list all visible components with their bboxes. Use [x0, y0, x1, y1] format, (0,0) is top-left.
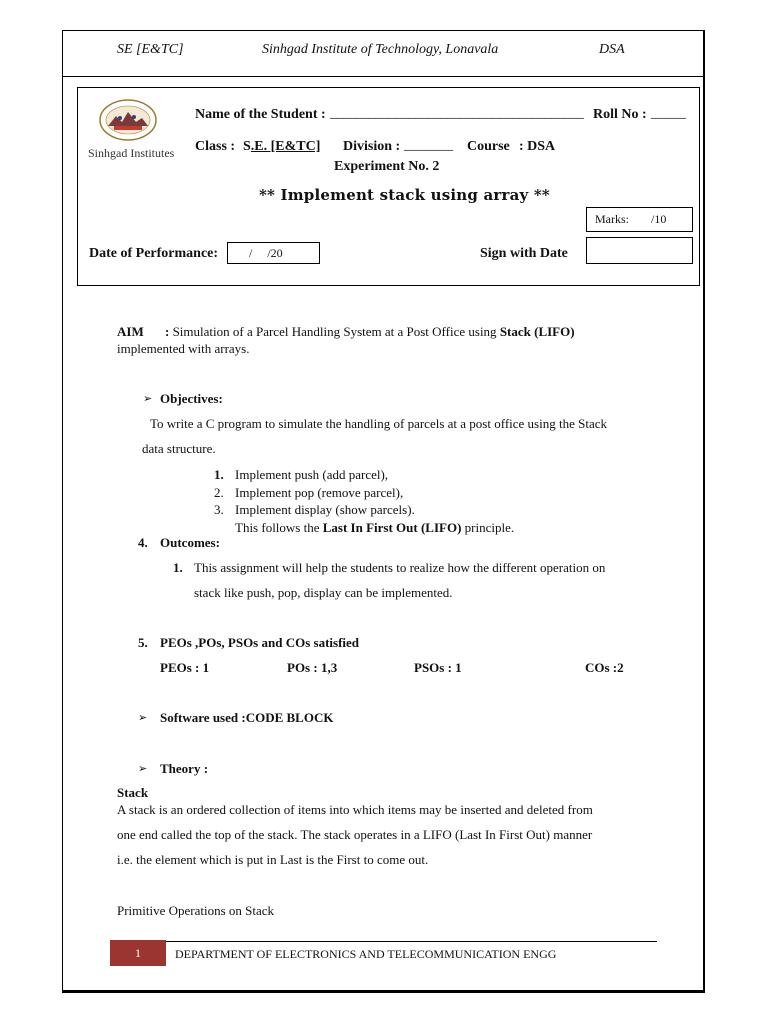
marks-label: Marks:	[595, 212, 629, 226]
class-prefix: S	[243, 139, 251, 154]
division-field[interactable]: _______	[404, 138, 453, 153]
objectives-list	[214, 466, 514, 536]
name-field[interactable]: _______________________________________	[330, 106, 584, 121]
lifo-note: This follows the Last In First Out (LIFO) principle.	[235, 519, 515, 535]
outcome-text-1: This assignment will help the students to realize how the different operation on	[194, 560, 606, 575]
aim-text: Simulation of a Parcel Handling System at a Post Office using	[172, 324, 500, 339]
footer-divider	[110, 941, 657, 942]
roll-label: Roll No :	[593, 107, 647, 122]
bullet-arrow-icon: ➢	[143, 393, 153, 405]
theory-heading: Theory :	[160, 761, 209, 776]
objectives-text-2: data structure.	[142, 441, 216, 456]
marks-value: /10	[651, 212, 667, 226]
bullet-arrow-icon: ➢	[138, 763, 148, 775]
peos-value: PEOs : 1	[160, 660, 210, 675]
objectives-text-1: To write a C program to simulate the handling of parcels at a post office using the Stack	[150, 416, 607, 431]
aim-text-2: implemented with arrays.	[117, 341, 250, 356]
sign-box[interactable]	[586, 237, 693, 264]
outcome-text-2: stack like push, pop, display can be implemented.	[194, 585, 453, 600]
objective-item: 1. Implement push (add parcel),	[214, 467, 389, 482]
objective-item: 2. Implement pop (remove parcel),	[214, 484, 404, 500]
outcomes-num: 4.	[138, 535, 148, 550]
date-label: Date of Performance:	[89, 246, 219, 261]
class-label: Class :	[195, 139, 236, 154]
psos-value: PSOs : 1	[414, 660, 462, 675]
header-divider	[62, 76, 705, 77]
stack-title: Stack	[117, 785, 149, 800]
outcome-item-num: 1.	[173, 560, 183, 575]
aim-label: AIM	[117, 324, 144, 339]
footer-department: DEPARTMENT OF ELECTRONICS AND TELECOMMUNICATION ENGG	[175, 947, 557, 961]
objectives-heading: Objectives:	[160, 391, 223, 406]
course-value: : DSA	[519, 139, 556, 154]
software-used: Software used :CODE BLOCK	[160, 710, 334, 725]
peos-num: 5.	[138, 635, 148, 650]
class-value	[243, 139, 320, 155]
division-label: Division :	[343, 139, 401, 154]
date-value: / /20	[249, 246, 283, 260]
class-value-text: .E. [E&TC]	[250, 139, 321, 154]
theory-line-3: i.e. the element which is put in Last is the First to come out.	[117, 852, 429, 867]
page-number: 1	[110, 940, 166, 966]
experiment-number: Experiment No. 2	[334, 159, 440, 174]
aim-section	[117, 323, 677, 357]
aim-colon: :	[164, 324, 170, 339]
experiment-title: ** Implement stack using array **	[259, 186, 550, 204]
sign-label: Sign with Date	[480, 246, 568, 261]
header-right: DSA	[599, 42, 625, 57]
aim-bold: Stack (LIFO)	[499, 324, 575, 339]
objective-item: 3. Implement display (show parcels).	[214, 502, 415, 517]
logo-emblem-icon	[90, 96, 186, 146]
sinhgad-logo	[90, 96, 186, 146]
header-left: SE [E&TC]	[117, 42, 184, 57]
outcomes-heading: Outcomes:	[160, 535, 220, 550]
roll-field[interactable]: _____	[651, 106, 686, 121]
logo-text: Sinhgad Institutes	[88, 146, 175, 160]
name-label: Name of the Student :	[195, 107, 326, 122]
pos-value: POs : 1,3	[287, 660, 338, 675]
primitive-ops: Primitive Operations on Stack	[117, 903, 275, 918]
theory-line-1: A stack is an ordered collection of items into which items may be inserted and deleted from	[117, 802, 593, 817]
cos-value: COs :2	[585, 660, 624, 675]
header-center: Sinhgad Institute of Technology, Lonavala	[262, 42, 499, 57]
bullet-arrow-icon: ➢	[138, 712, 148, 724]
theory-line-2: one end called the top of the stack. The stack operates in a LIFO (Last In First Out) manner	[117, 827, 593, 842]
peos-heading: PEOs ,POs, PSOs and COs satisfied	[160, 635, 360, 650]
course-label: Course	[467, 139, 510, 154]
